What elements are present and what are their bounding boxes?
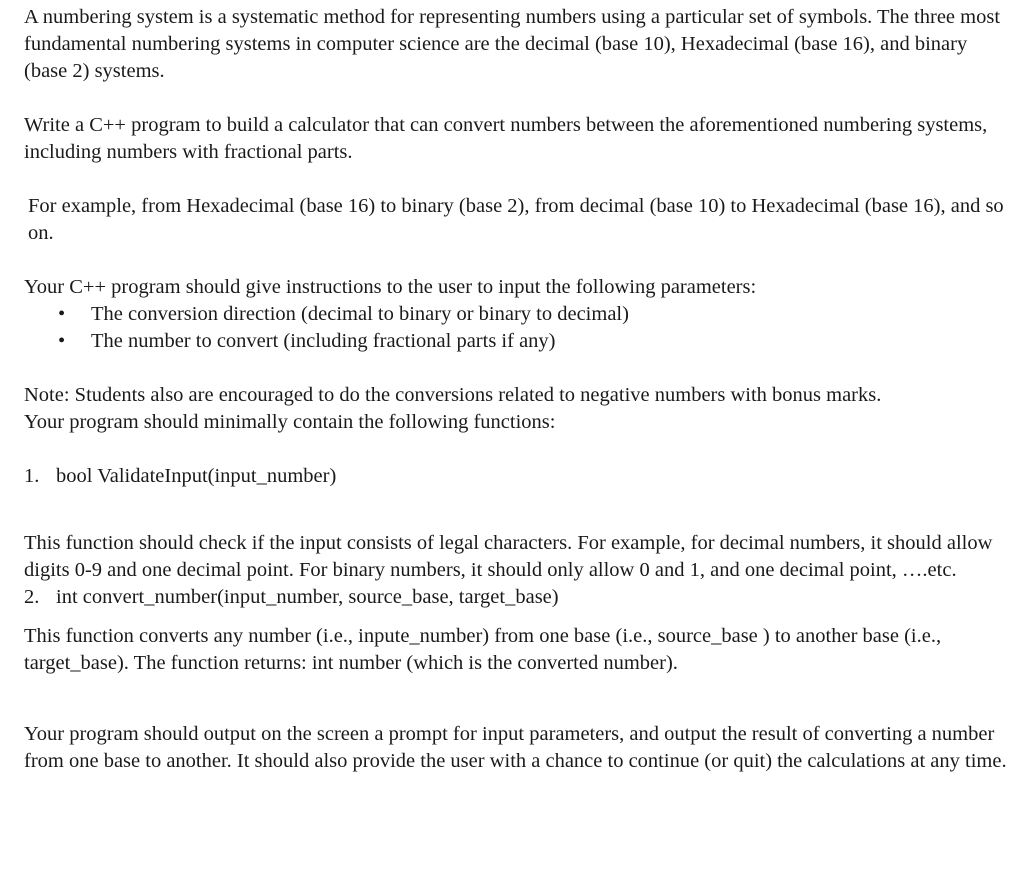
note-paragraph: Note: Students also are encouraged to do the conversions related to negative numbers with bonus marks. [24, 384, 882, 406]
function-number: 2. [24, 586, 40, 608]
instructions-lead: Your C++ program should give instructions to the user to input the following parameters: [24, 276, 757, 298]
function-signature: int convert_number(input_number, source_base, target_base) [56, 586, 559, 608]
bullet-icon: • [58, 330, 66, 352]
intro-paragraph: A numbering system is a systematic method for representing numbers using a particular set of symbols. The three most fundamental numbering systems in computer science are the decimal (base 10), Hexadecimal (base 16), and binary (base 2) systems. [24, 6, 1001, 82]
list-item [24, 301, 1009, 328]
parameter-list [24, 301, 1009, 355]
function-1-description: This function should check if the input consists of legal characters. For example, for decimal numbers, it should allow digits 0-9 and one decimal point. For binary numbers, it should only allow 0 and 1, and one decimal point, ….etc. [24, 532, 993, 581]
function-number: 1. [24, 465, 40, 487]
functions-lead: Your program should minimally contain the following functions: [24, 411, 556, 433]
bullet-icon: • [58, 303, 66, 325]
function-signature: bool ValidateInput(input_number) [56, 465, 337, 487]
closing-paragraph: Your program should output on the screen a prompt for input parameters, and output the result of converting a number from one base to another. It should also provide the user with a chance to continue (or quit) the calculations at any time. [24, 723, 1007, 772]
list-item-text: The number to convert (including fractional parts if any) [91, 330, 556, 352]
function-1-heading [24, 463, 1009, 490]
example-paragraph: For example, from Hexadecimal (base 16) to binary (base 2), from decimal (base 10) to Hexadecimal (base 16), and so on. [28, 195, 1004, 244]
list-item [24, 328, 1009, 355]
document-body [24, 4, 1009, 775]
task-paragraph: Write a C++ program to build a calculator that can convert numbers between the aforementioned numbering systems, including numbers with fractional parts. [24, 114, 988, 163]
list-item-text: The conversion direction (decimal to binary or binary to decimal) [91, 303, 629, 325]
function-2-heading [24, 584, 1009, 611]
function-2-description: This function converts any number (i.e., inpute_number) from one base (i.e., source_base ) to another base (i.e., target_base). The function returns: int number (which is the converted number). [24, 625, 942, 674]
